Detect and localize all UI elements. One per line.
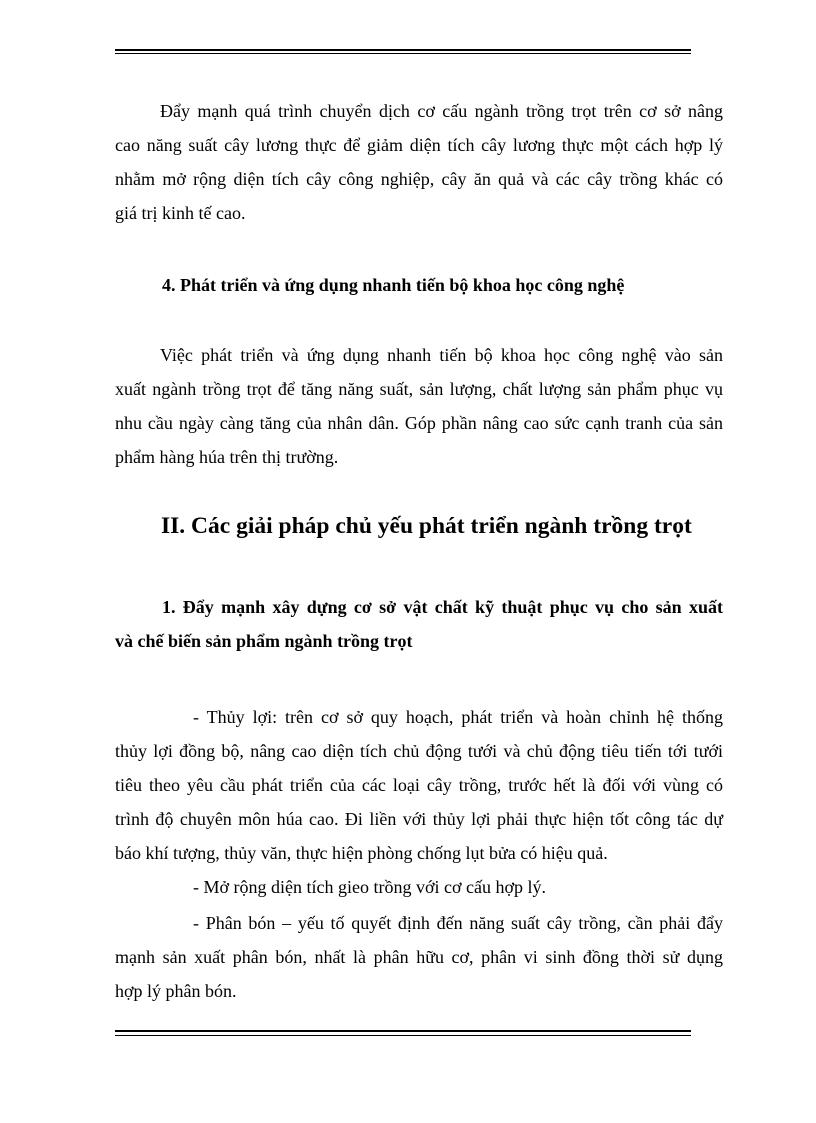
heading-text: và chế biến sản phẩm ngành trồng trọt: [115, 631, 413, 651]
heading-text: 4. Phát triển và ứng dụng nhanh tiến bộ khoa học công nghệ: [162, 275, 625, 295]
paragraph-line: nhu cầu ngày càng tăng của nhân dân. Góp phần nâng cao sức cạnh tranh của sản: [115, 413, 723, 433]
paragraph-line: nhằm mở rộng diện tích cây công nghiệp, cây ăn quả và các cây trồng khác có: [115, 169, 723, 189]
section-heading-ii: II. Các giải pháp chủ yếu phát triển ngành trồng trọt: [161, 513, 692, 539]
footer-rule-thin: [115, 1035, 691, 1036]
paragraph-line: cao năng suất cây lương thực để giảm diện tích cây lương thực một cách hợp lý: [115, 135, 723, 155]
paragraph-line: - Phân bón – yếu tố quyết định đến năng suất cây trồng, cần phải đẩy: [193, 913, 723, 933]
paragraph-line: tiêu theo yêu cầu phát triển của các loại cây trồng, trước hết là đối với vùng có: [115, 775, 723, 795]
paragraph-line: mạnh sản xuất phân bón, nhất là phân hữu cơ, phân vi sinh đồng thời sử dụng: [115, 947, 723, 967]
paragraph-expand-area: [115, 876, 723, 902]
paragraph-technology: [115, 344, 723, 474]
header-rule-thin: [115, 53, 691, 54]
paragraph-line: thủy lợi đồng bộ, nâng cao diện tích chủ động tưới và chủ động tiêu tiến tới tưới: [115, 741, 723, 761]
paragraph-line: trình độ chuyên môn húa cao. Đi liền với thủy lợi phải thực hiện tốt công tác dự: [115, 809, 723, 829]
paragraph-line: phẩm hàng húa trên thị trường.: [115, 447, 339, 467]
paragraph-line: giá trị kinh tế cao.: [115, 203, 246, 223]
paragraph-line: xuất ngành trồng trọt để tăng năng suất, sản lượng, chất lượng sản phẩm phục vụ: [115, 379, 723, 399]
paragraph-line: Việc phát triển và ứng dụng nhanh tiến bộ khoa học công nghệ vào sản: [160, 345, 723, 365]
paragraph-line: báo khí tượng, thủy văn, thực hiện phòng chống lụt bửa có hiệu quả.: [115, 843, 608, 863]
paragraph-irrigation: [115, 706, 723, 876]
paragraph-line: - Mở rộng diện tích gieo trồng với cơ cấu hợp lý.: [193, 877, 547, 897]
heading-section-4: [115, 274, 723, 300]
paragraph-crop-restructuring: [115, 100, 723, 230]
paragraph-line: Đẩy mạnh quá trình chuyển dịch cơ cấu ngành trồng trọt trên cơ sở nâng: [160, 101, 723, 121]
header-rule: [115, 49, 691, 51]
heading-text: 1. Đẩy mạnh xây dựng cơ sở vật chất kỹ thuật phục vụ cho sản xuất: [162, 597, 723, 617]
paragraph-line: hợp lý phân bón.: [115, 981, 237, 1001]
paragraph-line: - Thủy lợi: trên cơ sở quy hoạch, phát triển và hoàn chỉnh hệ thống: [193, 707, 723, 727]
heading-subsection-1: [115, 596, 723, 656]
paragraph-fertilizer: [115, 912, 723, 1008]
footer-rule: [115, 1030, 691, 1032]
